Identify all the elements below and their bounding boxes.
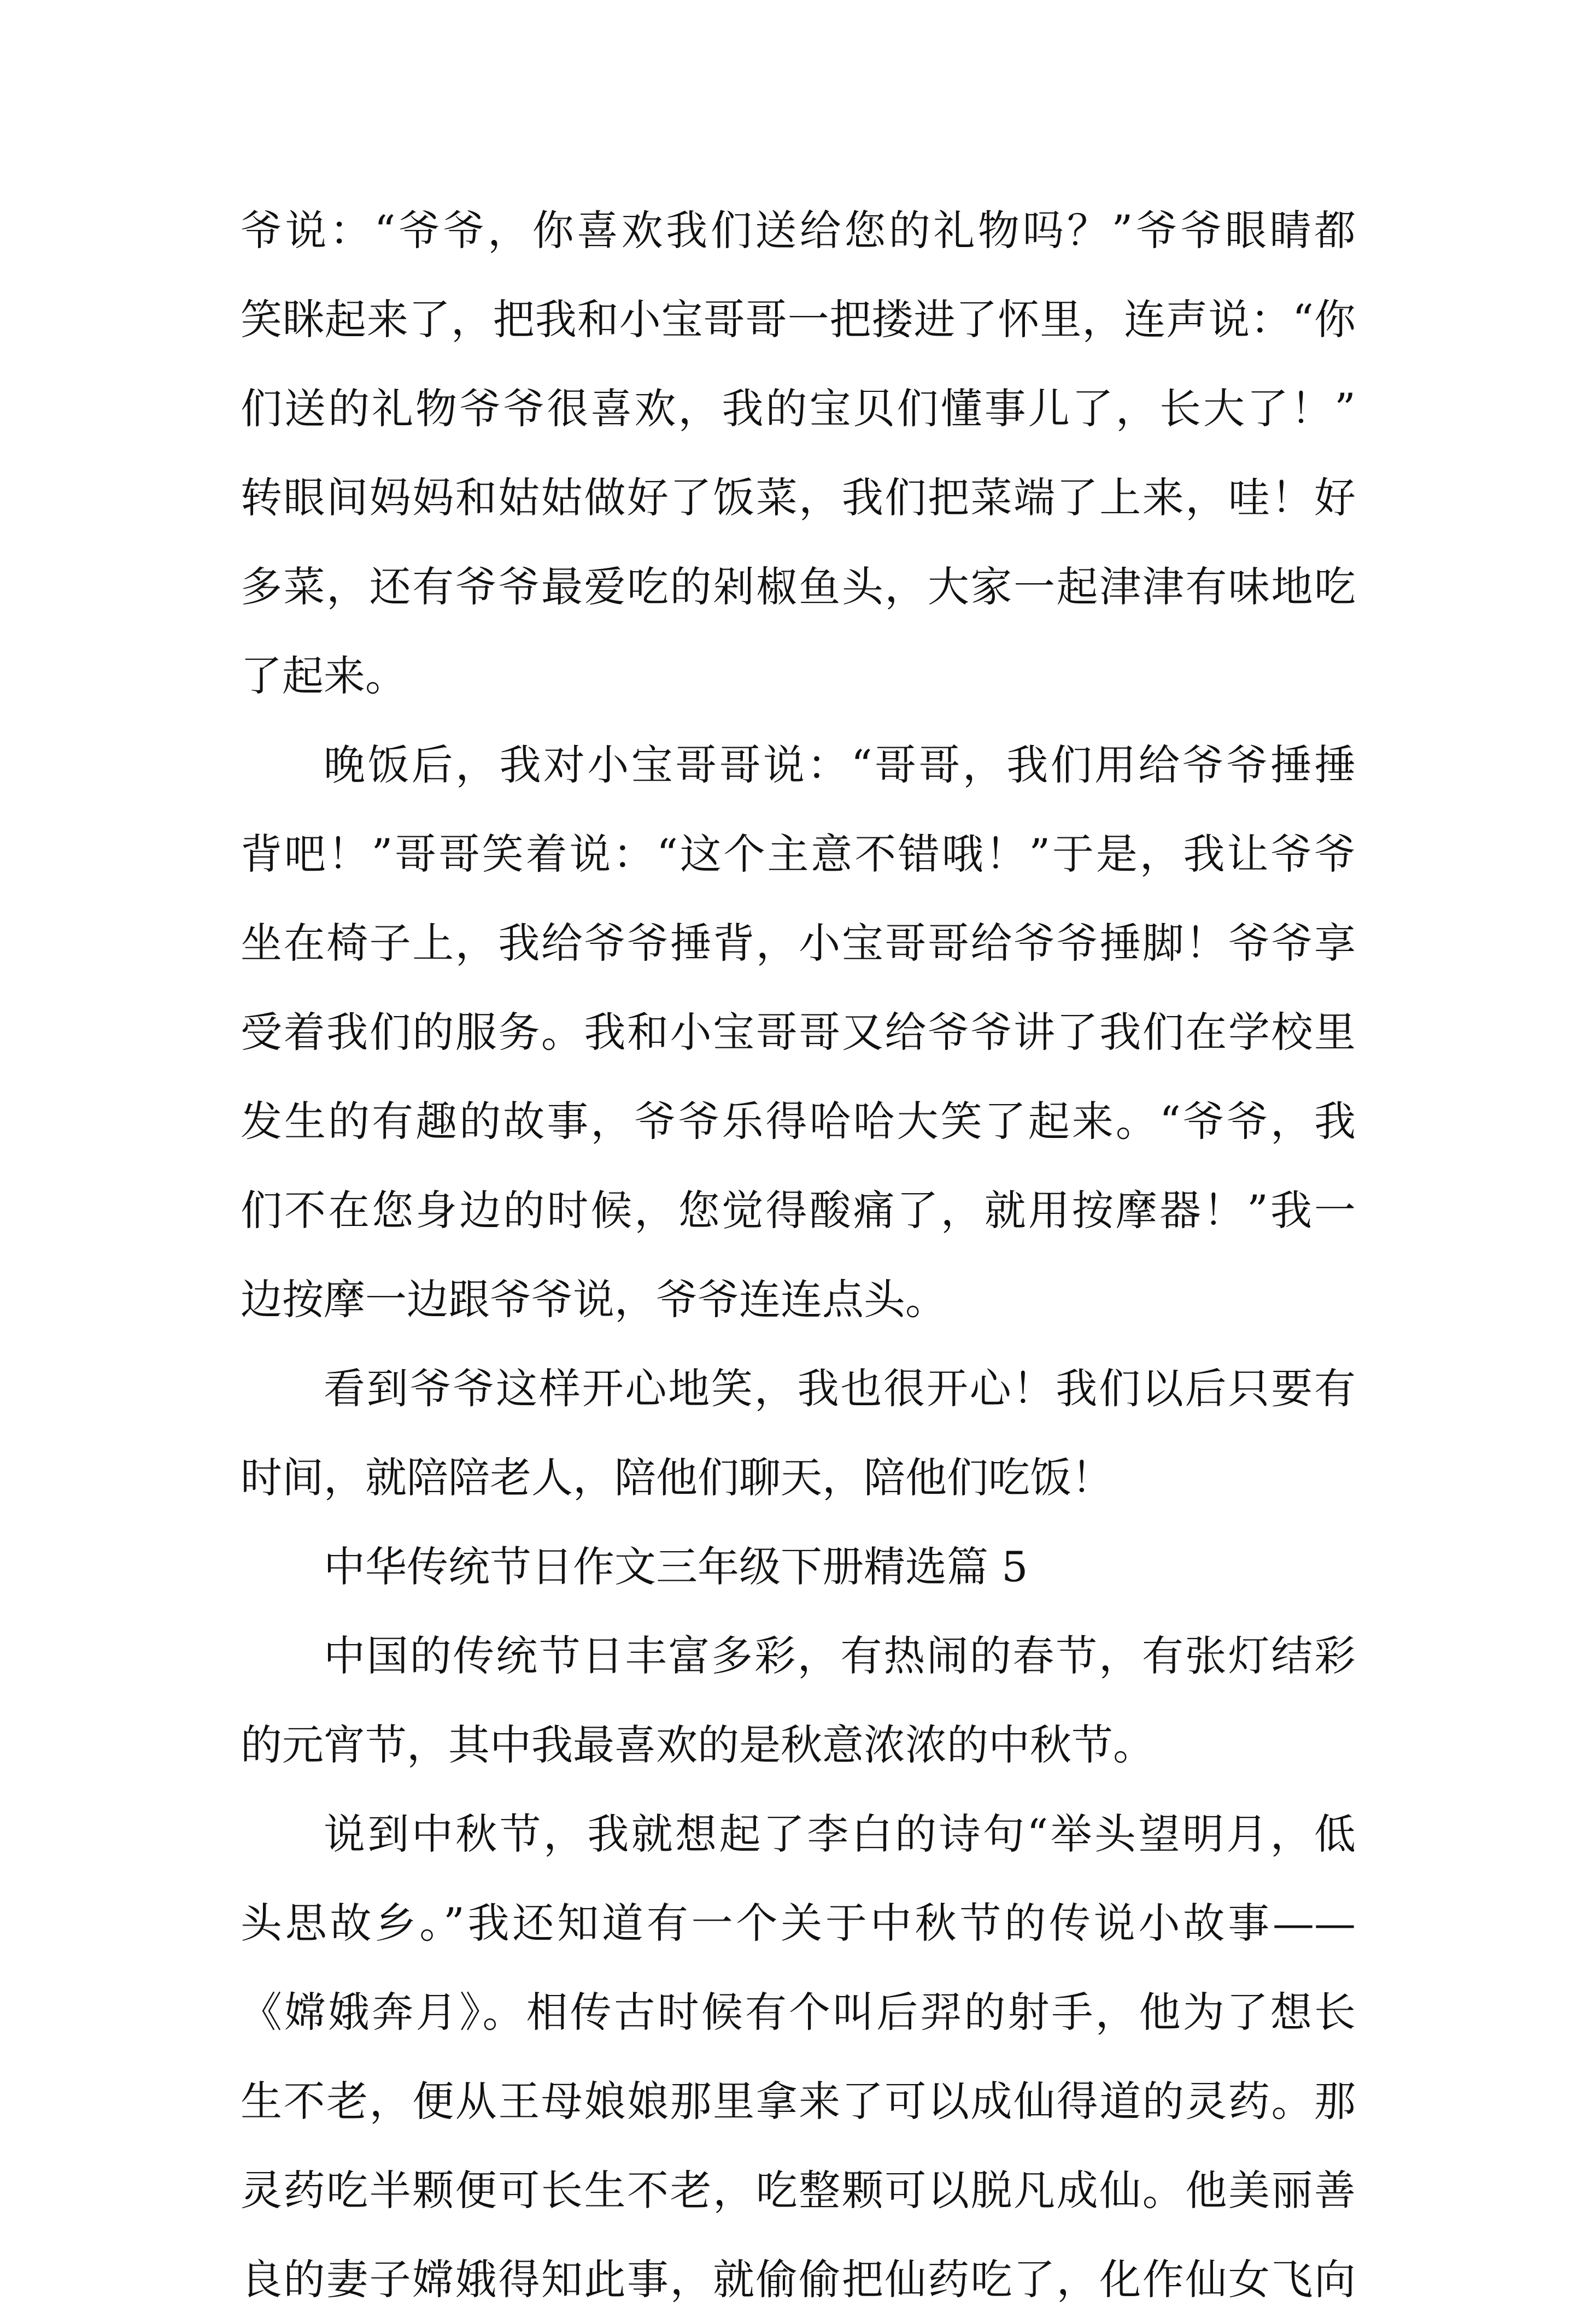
text-line: 的元宵节，其中我最喜欢的是秋意浓浓的中秋节。 [241, 1721, 1155, 1769]
text-line: 背吧！”哥哥笑着说：“这个主意不错哦！”于是，我让爷爷 [241, 830, 1356, 878]
text-line: 多菜，还有爷爷最爱吃的剁椒鱼头，大家一起津津有味地吃 [241, 562, 1356, 611]
text-line: 发生的有趣的故事，爷爷乐得哈哈大笑了起来。“爷爷，我 [241, 1097, 1356, 1146]
paragraph-first-line: 看到爷爷这样开心地笑，我也很开心！我们以后只要有 [324, 1364, 1356, 1413]
text-line: 笑眯起来了，把我和小宝哥哥一把搂进了怀里，连声说：“你 [241, 295, 1356, 344]
text-line: 边按摩一边跟爷爷说，爷爷连连点头。 [241, 1275, 947, 1324]
text-line: 了起来。 [241, 652, 407, 700]
paragraph-first-line: 中国的传统节日丰富多彩，有热闹的春节，有张灯结彩 [324, 1632, 1356, 1680]
text-line: 良的妻子嫦娥得知此事，就偷偷把仙药吃了，化作仙女飞向 [241, 2255, 1356, 2304]
text-line: 灵药吃半颗便可长生不老，吃整颗可以脱凡成仙。他美丽善 [241, 2166, 1356, 2215]
paragraph-first-line: 晚饭后，我对小宝哥哥说：“哥哥，我们用给爷爷捶捶 [324, 741, 1356, 789]
text-line: 头思故乡。”我还知道有一个关于中秋节的传说小故事—— [241, 1899, 1356, 1947]
text-line: 爷说：“爷爷，你喜欢我们送给您的礼物吗？”爷爷眼睛都 [241, 206, 1356, 255]
text-line: 们不在您身边的时候，您觉得酸痛了，就用按摩器！”我一 [241, 1186, 1356, 1235]
paragraph-first-line: 说到中秋节，我就想起了李白的诗句“举头望明月，低 [324, 1810, 1356, 1858]
text-line: 坐在椅子上，我给爷爷捶背，小宝哥哥给爷爷捶脚！爷爷享 [241, 919, 1356, 967]
text-line: 受着我们的服务。我和小宝哥哥又给爷爷讲了我们在学校里 [241, 1008, 1356, 1057]
text-line: 生不老，便从王母娘娘那里拿来了可以成仙得道的灵药。那 [241, 2077, 1356, 2126]
essay-body [241, 186, 1356, 2324]
text-line: 转眼间妈妈和姑姑做好了饭菜，我们把菜端了上来，哇！好 [241, 473, 1356, 522]
text-line: 时间，就陪陪老人，陪他们聊天，陪他们吃饭！ [241, 1453, 1113, 1502]
text-line: 们送的礼物爷爷很喜欢，我的宝贝们懂事儿了，长大了！” [241, 384, 1356, 433]
section-heading: 中华传统节日作文三年级下册精选篇 5 [324, 1542, 1028, 1591]
text-line: 《嫦娥奔月》。相传古时候有个叫后羿的射手，他为了想长 [241, 1988, 1356, 2037]
